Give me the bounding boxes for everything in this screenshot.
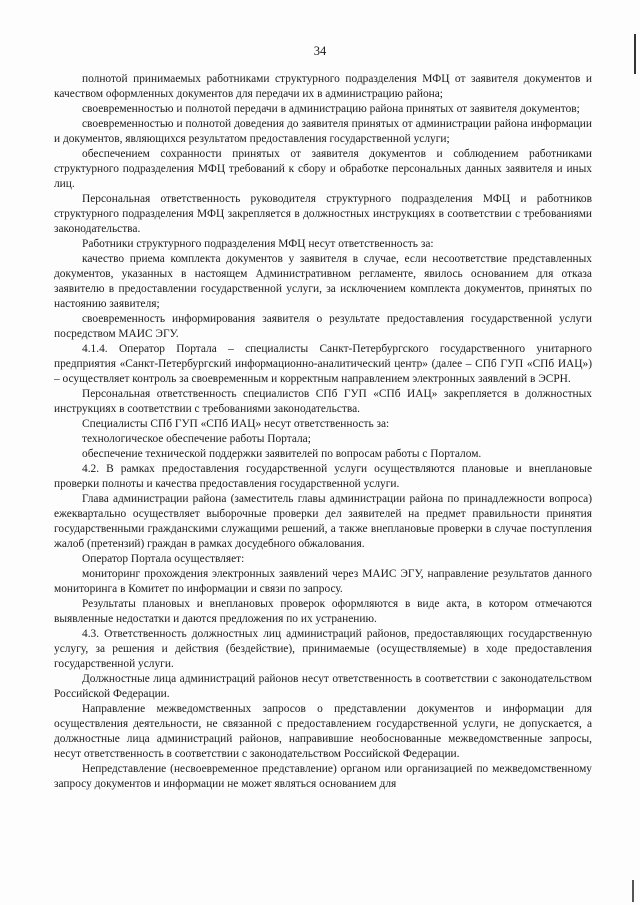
paragraph-11: Специалисты СПб ГУП «СПб ИАЦ» несут ответственность за: — [82, 418, 390, 430]
paragraph-5: Персональная ответственность руководителя структурного подразделения МФЦ и работников структурного подразделения МФЦ закрепляется в должностных инструкциях в соответствии с требованиями законодательства. — [54, 193, 592, 235]
paragraph-12: технологическое обеспечение работы Портала; — [82, 433, 311, 445]
page-number: 34 — [313, 44, 327, 58]
paragraph-13: обеспечение технической поддержки заявителей по вопросам работы с Порталом. — [82, 448, 482, 460]
paragraph-18: Результаты плановых и внеплановых проверок оформляются в виде акта, в котором отмечаются выявленные недостатки и даются предложения по их устранению. — [54, 598, 592, 625]
paragraph-8: своевременность информирования заявителя о результате предоставления государственной услуги посредством МАИС ЭГУ. — [54, 313, 592, 340]
paragraph-16: Оператор Портала осуществляет: — [82, 553, 245, 565]
scan-edge-mark-bottom — [632, 880, 634, 902]
paragraph-14: 4.2. В рамках предоставления государственной услуги осуществляются плановые и внеплановые проверки полноты и качества предоставления государственной услуги. — [54, 463, 592, 490]
paragraph-1: полнотой принимаемых работниками структурного подразделения МФЦ от заявителя документов и качеством оформленных документов для передачи их в администрацию района; — [54, 73, 592, 100]
paragraph-20: Должностные лица администраций районов несут ответственность в соответствии с законодательством Российской Федерации. — [54, 673, 592, 700]
paragraph-6: Работники структурного подразделения МФЦ несут ответственность за: — [82, 238, 434, 250]
paragraph-3: своевременностью и полнотой доведения до заявителя принятых от администрации района информации и документов, являющихся результатом предоставления государственной услуги; — [54, 118, 592, 145]
paragraph-2: своевременностью и полнотой передачи в администрацию района принятых от заявителя документов; — [82, 103, 580, 115]
paragraph-19: 4.3. Ответственность должностных лиц администраций районов, предоставляющих государственную услугу, за решения и действия (бездействие), принимаемые (осуществляемые) в ходе предоставления государственной услуги. — [54, 628, 592, 670]
paragraph-10: Персональная ответственность специалистов СПб ГУП «СПб ИАЦ» закрепляется в должностных инструкциях в соответствии с требованиями законодательства. — [54, 388, 592, 415]
paragraph-22: Непредставление (несвоевременное представление) органом или организацией по межведомственному запросу документов и информации не может являться основанием для — [54, 763, 592, 790]
paragraph-4: обеспечением сохранности принятых от заявителя документов и соблюдением работниками структурного подразделения МФЦ требований к сбору и обработке персональных данных заявителя и иных лиц. — [54, 148, 592, 190]
document-body — [54, 72, 592, 792]
paragraph-9: 4.1.4. Оператор Портала – специалисты Санкт-Петербургского государственного унитарного предприятия «Санкт-Петербургский информационно-аналитический центр» (далее – СПб ГУП «СПб ИАЦ») – осуществляет контроль за своевременным и корректным направлением электронных заявлений в ЭСРН. — [54, 343, 592, 385]
paragraph-7: качество приема комплекта документов у заявителя в случае, если несоответствие представленных документов, указанных в настоящем Административном регламенте, явилось основанием для отказа заявителю в предоставлении государственной услуги, за исключением комплекта документов, принятых по настоянию заявителя; — [54, 253, 592, 310]
paragraph-17: мониторинг прохождения электронных заявлений через МАИС ЭГУ, направление результатов данного мониторинга в Комитет по информации и связи по запросу. — [54, 568, 592, 595]
paragraph-15: Глава администрации района (заместитель главы администрации района по принадлежности вопроса) ежеквартально осуществляет выборочные проверки дел заявителей на предмет правильности принятия государственными гражданскими служащими решений, а также внеплановые проверки в случае поступления жалоб (претензий) граждан в рамках досудебного обжалования. — [54, 493, 592, 550]
paragraph-21: Направление межведомственных запросов о представлении документов и информации для осуществления деятельности, не связанной с предоставлением государственной услуги, не допускается, а должностные лица администраций районов, направившие необоснованные межведомственные запросы, несут ответственность в соответствии с законодательством Российской Федерации. — [54, 703, 592, 760]
